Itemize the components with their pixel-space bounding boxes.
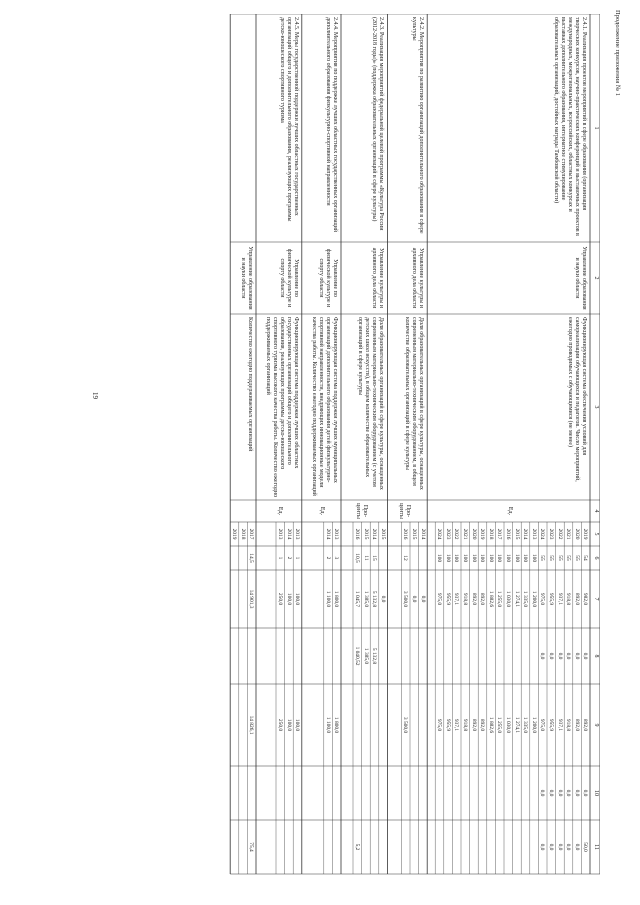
cell-9: 1 030,0 <box>505 716 512 734</box>
indicator-text: Функционирующая система обеспечения условий для самореализации обучающихся и педагогов. Число мероприятий, ежегодно проводимых с обучающимися (не менее) <box>567 317 587 482</box>
cell-9: 892,0 <box>470 718 477 732</box>
cell-5: 2013 <box>294 528 301 540</box>
cell-5: 2014 <box>522 528 529 540</box>
indicator-text: Функционирующая система поддержки лучших областных государственных организаций общего и дополнительного образования, реализующих программы детско-юношеского спортивного туризма высокого качества работы. Количество ежегодно поддерживаемых организаций <box>264 317 299 497</box>
cell-5: 2023 <box>444 528 451 540</box>
activity-text <box>231 17 253 239</box>
cell-7: 0,0 <box>411 595 418 603</box>
cell-5: 2013 <box>277 528 284 540</box>
cell-6: 100 <box>436 553 443 563</box>
page-number: 19 <box>91 392 99 399</box>
header-col-7: 7 <box>593 597 599 601</box>
executor-text: Управление по физической культуре и спорту области <box>318 248 338 308</box>
cell-6: 100 <box>487 553 494 563</box>
cell-7: 5 132,8 <box>371 590 378 608</box>
cell-7: 937,1 <box>453 592 460 606</box>
cell-7: 937,1 <box>556 592 563 606</box>
cell-7: 1 100,0 <box>324 590 331 608</box>
cell-7: 918,8 <box>462 592 469 606</box>
cell-7: 1 882,6 <box>487 590 494 608</box>
cell-6: 100 <box>444 553 451 563</box>
cell-5: 2013 <box>333 528 340 540</box>
cell-5: 2015 <box>362 528 369 540</box>
cell-6: 100 <box>496 553 503 563</box>
cell-6: 54 <box>582 555 589 561</box>
activity-text: 2.4.5. Меры государственной поддержки лучших областных государственных организаций общего и дополнительного образования, реализующих программы детско-юношеского спортивного туризма <box>278 17 299 222</box>
cell-5: 2014 <box>324 528 331 540</box>
cell-6: 10,5 <box>354 553 361 563</box>
cell-11: 0,0 <box>556 843 563 851</box>
cell-7: 955,9 <box>548 592 555 606</box>
cell-6: 15 <box>371 555 378 561</box>
cell-5: 2016 <box>402 528 409 540</box>
cell-7: 975,0 <box>539 592 546 606</box>
cell-5: 2017 <box>496 528 503 540</box>
cell-9: 100,0 <box>285 718 292 732</box>
cell-6: 11 <box>362 555 369 561</box>
executor-text: Управление культуры и архивного дела области <box>371 247 385 309</box>
program-table <box>228 14 600 876</box>
cell-6: 100 <box>462 553 469 563</box>
cell-9: 892,0 <box>479 718 486 732</box>
indicator-text: Доля образовательных организаций в сфере культуры, оснащенных современным материально-техническим оборудованием, в общем количестве образовательных организаций в сфере культуры <box>404 317 425 490</box>
cell-5: 2016 <box>505 528 512 540</box>
cell-7: 3 500,0 <box>402 590 409 608</box>
cell-11: 50,0 <box>582 842 589 852</box>
cell-5: 2018 <box>487 528 494 540</box>
cell-9: 975,0 <box>539 718 546 732</box>
cell-5: 2014 <box>419 528 426 540</box>
cell-7: 982,0 <box>582 592 589 606</box>
cell-7: 1 800,0 <box>333 590 340 608</box>
executor-text: Управление образования и науки области <box>574 246 587 310</box>
cell-9: 918,8 <box>565 718 572 732</box>
cell-8: 1 385,0 <box>362 647 369 665</box>
cell-9: 918,8 <box>462 718 469 732</box>
cell-6: 100 <box>453 553 460 563</box>
activity-text: 2.4.3. Реализация мероприятий федеральной целевой программы «Культура России (2012-2018 годы)» (поддержка образовательных организаций в сфере культуры) <box>371 17 385 231</box>
indicator-text: Доля образовательных организаций в сфере культуры, оснащенных современным материально-техническим оборудованием (с учетом детских школ искусств), в общем количестве образовательных организаций в сфере культуры <box>357 317 385 490</box>
header-col-10: 10 <box>593 790 599 796</box>
cell-8: 0,0 <box>582 652 589 660</box>
cell-10: 0,0 <box>573 789 580 797</box>
cell-9: 14 826,1 <box>248 715 255 735</box>
activity-text: 2.4.1. Реализация проектов мероприятий в сфере образования (организация творческих конкурсов, научно-практических конференций и выставочных проектов в международных, межрегиональных, всероссийских, областных конкурсах и выставках дополнительного образования, интернатное стимулирование образовательных организаций, достойных награды Тамбовской области) <box>553 17 587 236</box>
cell-6: 100 <box>513 553 520 563</box>
cell-7: 14 901,3 <box>248 589 255 609</box>
unit-text: Ед. <box>276 506 283 516</box>
cell-9: 1 335,0 <box>522 716 529 734</box>
cell-9: 1 100,0 <box>324 716 331 734</box>
cell-5: 2013 <box>530 528 537 540</box>
cell-7: 892,0 <box>573 592 580 606</box>
cell-9: 955,9 <box>444 718 451 732</box>
unit-text <box>237 501 247 521</box>
cell-7: 892,0 <box>470 592 477 606</box>
cell-11: 0,0 <box>548 843 555 851</box>
header-col-4: 4 <box>593 509 599 513</box>
cell-7: 1 255,0 <box>496 590 503 608</box>
cell-5: 2020 <box>470 528 477 540</box>
cell-10: 0,0 <box>565 789 572 797</box>
activity-text: 2.4.4. Мероприятия по поддержке лучших областных государственных организаций дополнительного образования физкультурно-спортивной направленности <box>325 17 338 233</box>
cell-10: 0,0 <box>582 789 589 797</box>
header-col-1: 1 <box>593 126 599 130</box>
cell-9: 1 200,0 <box>530 716 537 734</box>
cell-5: 2019 <box>479 528 486 540</box>
cell-7: 918,8 <box>565 592 572 606</box>
cell-6: 100 <box>505 553 512 563</box>
cell-9: 1 800,0 <box>333 716 340 734</box>
cell-5: 2021 <box>565 528 572 540</box>
cell-10: 0,0 <box>556 789 563 797</box>
cell-5: 2016 <box>354 528 361 540</box>
cell-8: 0,0 <box>548 652 555 660</box>
cell-7: 955,9 <box>444 592 451 606</box>
cell-5: 2022 <box>453 528 460 540</box>
cell-7: 1 030,0 <box>505 590 512 608</box>
cell-8: 1 040,52 <box>354 646 361 666</box>
header-col-11: 11 <box>593 844 599 850</box>
cell-7: 100,0 <box>294 592 301 606</box>
header-col-8: 8 <box>593 654 599 658</box>
cell-9: 3 500,0 <box>402 716 409 734</box>
cell-10: 0,0 <box>539 789 546 797</box>
cell-6: 1 <box>277 556 284 560</box>
cell-11: 5,2 <box>354 843 361 851</box>
cell-6: 55 <box>565 555 572 561</box>
cell-9: 975,0 <box>436 718 443 732</box>
cell-5: 2015 <box>513 528 520 540</box>
unit-text: Про-центы <box>398 503 412 519</box>
cell-6: 2 <box>285 556 292 560</box>
executor-text: Управление образования и науки области <box>240 246 253 310</box>
activity-text: 2.4.2. Мероприятия по развитию организаций дополнительного образования в сфере культуры <box>411 17 425 234</box>
cell-6: 3 <box>333 556 340 560</box>
cell-7: 1 200,0 <box>530 590 537 608</box>
executor-text: Управление культуры и архивного дела области <box>411 247 425 309</box>
cell-5: 2019 <box>231 528 238 540</box>
indicator-text: Функционирующая система поддержки лучших муниципальных организаций дополнительного образования детей физкультурно-спортивной направленности, внедряющих инновационные модели качества работы. Количество ежегодно поддерживаемых организаций <box>311 317 338 496</box>
cell-9: 100,0 <box>294 718 301 732</box>
cell-5: 2014 <box>371 528 378 540</box>
unit-text: Про-центы <box>355 503 369 519</box>
cell-10: 0,0 <box>548 789 555 797</box>
cell-9: 937,1 <box>453 718 460 732</box>
cell-9: 892,0 <box>573 718 580 732</box>
cell-9: 937,1 <box>556 718 563 732</box>
header-col-9: 9 <box>593 723 599 727</box>
unit-text: Ед. <box>319 506 326 516</box>
cell-9: 1 255,0 <box>496 716 503 734</box>
cell-6: 12 <box>402 555 409 561</box>
cell-6: 100 <box>470 553 477 563</box>
cell-6: 14,5 <box>248 553 255 563</box>
cell-6: 55 <box>548 555 555 561</box>
cell-5: 2020 <box>573 528 580 540</box>
unit-text: Ед. <box>506 506 513 516</box>
cell-7: 1 385,0 <box>362 590 369 608</box>
cell-6: 55 <box>539 555 546 561</box>
cell-11: 0,0 <box>565 843 572 851</box>
cell-9: 1 882,6 <box>487 716 494 734</box>
header-col-3: 3 <box>593 405 599 409</box>
cell-6: 100 <box>479 553 486 563</box>
cell-7: 0,0 <box>419 595 426 603</box>
cell-5: 2023 <box>548 528 555 540</box>
cell-5: 2024 <box>436 528 443 540</box>
cell-7: 1 045,7 <box>354 590 361 608</box>
cell-6: 100 <box>522 553 529 563</box>
cell-5: 2018 <box>239 528 246 540</box>
cell-5: 2015 <box>411 528 418 540</box>
cell-8: 5 132,8 <box>371 647 378 665</box>
cell-5: 2022 <box>556 528 563 540</box>
cell-8: 0,0 <box>565 652 572 660</box>
cell-6: 2 <box>324 556 331 560</box>
indicator-text: Количество ежегодно поддерживаемых организаций <box>247 317 253 452</box>
cell-6: 100 <box>530 553 537 563</box>
cell-9: 1 274,1 <box>513 716 520 734</box>
cell-5: 2014 <box>285 528 292 540</box>
cell-6: 55 <box>573 555 580 561</box>
cell-8: 0,0 <box>556 652 563 660</box>
cell-11: 0,0 <box>573 843 580 851</box>
cell-9: 955,9 <box>548 718 555 732</box>
cell-9: 892,0 <box>582 718 589 732</box>
cell-5: 2024 <box>539 528 546 540</box>
cell-6: 55 <box>556 555 563 561</box>
cell-5: 2021 <box>462 528 469 540</box>
cell-8: 0,0 <box>573 652 580 660</box>
cell-8: 0,0 <box>539 652 546 660</box>
cell-5: 2017 <box>248 528 255 540</box>
cell-6: 1 <box>294 556 301 560</box>
cell-9: 250,0 <box>277 718 284 732</box>
cell-7: 0,0 <box>379 595 386 603</box>
cell-5: 2015 <box>379 528 386 540</box>
cell-11: 75,4 <box>248 842 255 852</box>
cell-5: 2019 <box>582 528 589 540</box>
cell-7: 1 274,1 <box>513 590 520 608</box>
continued-label: Продолжение приложения № 1 <box>614 10 621 96</box>
header-col-2: 2 <box>593 276 599 280</box>
cell-7: 1 335,0 <box>522 590 529 608</box>
cell-7: 250,0 <box>277 592 284 606</box>
cell-7: 892,0 <box>479 592 486 606</box>
cell-7: 975,0 <box>436 592 443 606</box>
header-col-6: 6 <box>593 556 599 560</box>
header-col-5: 5 <box>593 532 599 536</box>
cell-7: 100,0 <box>285 592 292 606</box>
executor-text: Управление по физической культуре и спорту области <box>278 248 299 308</box>
cell-11: 0,0 <box>539 843 546 851</box>
